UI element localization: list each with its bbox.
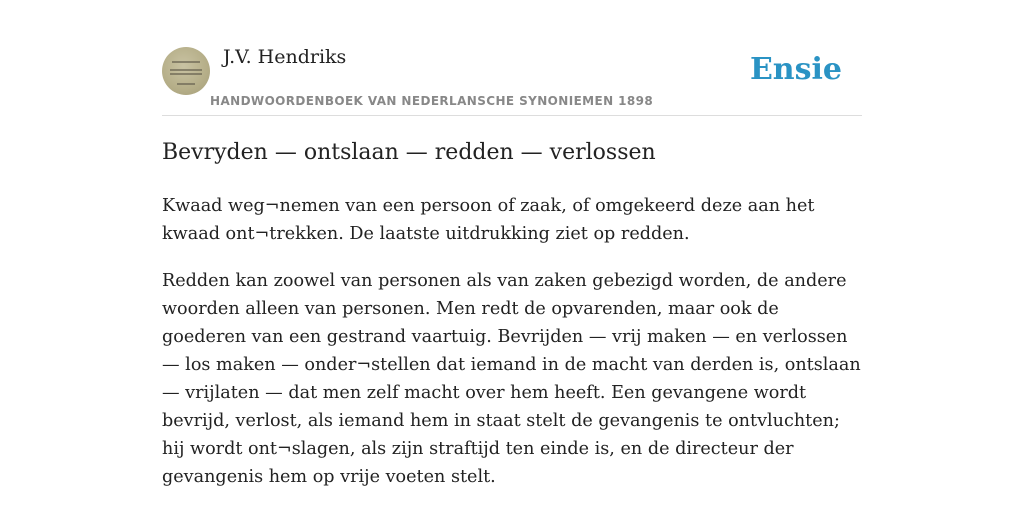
- avatar-book-line: [172, 61, 200, 63]
- avatar-book-line: [177, 83, 195, 85]
- ensie-logo[interactable]: Ensie: [749, 52, 842, 87]
- source-title[interactable]: HANDWOORDENBOEK VAN NEDERLANSCHE SYNONIEMEN 1898: [210, 94, 654, 108]
- header: [162, 0, 862, 116]
- entry-paragraph: Redden kan zoowel van personen als van zaken gebezigd worden, de andere woorden alleen van personen. Men redt de opvarenden, maar ook de goederen van een gestrand vaartuig. Bevrijden — vrij maken — en verlossen — los maken — onder¬stellen dat iemand in de macht van derden is, ontslaan — vrijlaten — dat men zelf macht over hem heeft. Een gevangene wordt bevrijd, verlost, als iemand hem in staat stelt de gevangenis te ontvluchten; hij wordt ont¬slagen, als zijn straftijd ten einde is, en de directeur der gevangenis hem op vrije voeten stelt.: [162, 271, 861, 487]
- avatar-book-line: [170, 73, 202, 75]
- avatar-book-line: [170, 69, 202, 71]
- entry-paragraph: Kwaad weg¬nemen van een persoon of zaak, of omgekeerd deze aan het kwaad ont¬trekken. De laatste uitdrukking ziet op redden.: [162, 196, 815, 244]
- author-name[interactable]: J.V. Hendriks: [223, 46, 347, 68]
- entry-card: [162, 0, 862, 512]
- author-avatar[interactable]: [162, 47, 210, 95]
- entry-title: Bevryden — ontslaan — redden — verlossen: [162, 140, 656, 165]
